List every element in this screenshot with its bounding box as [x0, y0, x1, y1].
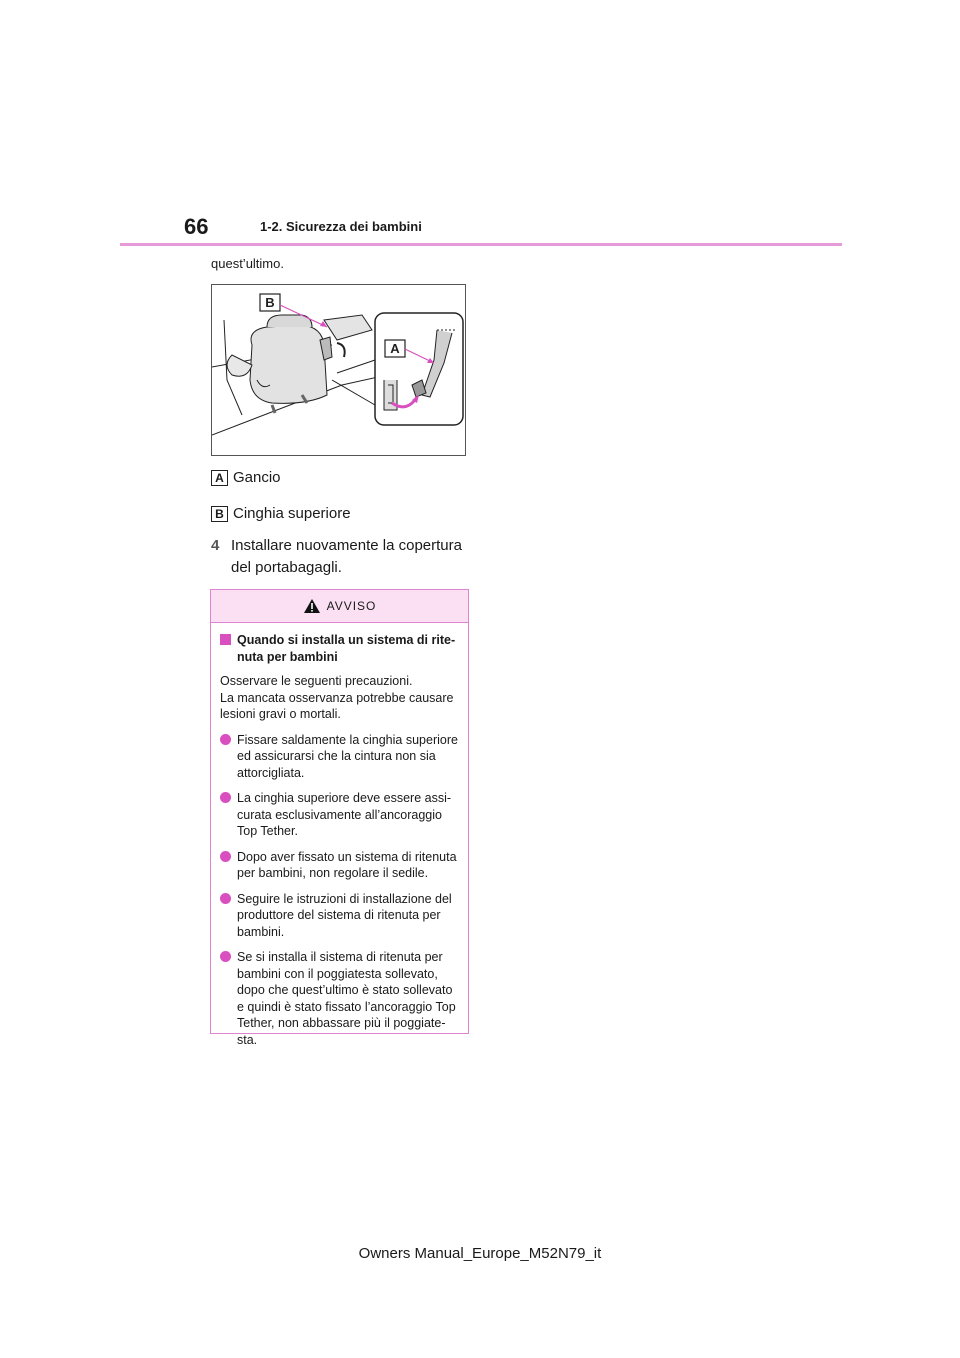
bullet-dot-icon — [220, 893, 231, 904]
warning-header — [211, 590, 468, 623]
bullet-dot-icon — [220, 951, 231, 962]
step-text-line-1: Installare nuovamente la copertura — [231, 537, 462, 554]
child-seat-anchor-illustration — [211, 284, 466, 456]
bullet-line: La cinghia superiore deve essere assi- — [237, 791, 452, 805]
step-text-line-2: del portabagagli. — [231, 559, 342, 576]
warning-body — [211, 623, 468, 1048]
step-item — [211, 535, 471, 579]
bullet-line: Fissare saldamente la cinghia superiore — [237, 732, 458, 747]
legend-key-b: B — [211, 506, 228, 522]
page-number: 66 — [184, 214, 209, 239]
bullet-line: Dopo aver fissato un sistema di ritenuta — [237, 849, 457, 864]
warning-bullet — [220, 849, 458, 882]
warning-bullet — [220, 732, 458, 782]
bullet-line: per bambini, non regolare il sedile. — [237, 866, 429, 880]
bullet-line: Se si installa il sistema di ritenuta per — [237, 950, 443, 964]
bullet-line: produttore del sistema di ritenuta per — [237, 908, 441, 922]
legend-key-a: A — [211, 470, 228, 486]
bullet-line: Top Tether. — [237, 824, 298, 838]
legend-label-b: Cinghia superiore — [233, 505, 351, 522]
section-title: 1-2. Sicurezza dei bambini — [260, 219, 422, 234]
bullet-line: sta. — [237, 1032, 258, 1047]
legend-item-b — [211, 505, 351, 522]
bullet-line: Seguire le istruzioni di installazione del — [237, 891, 452, 906]
warning-title: AVVISO — [326, 599, 377, 613]
step-number: 4 — [211, 537, 220, 554]
header-divider — [120, 243, 842, 246]
warning-box — [210, 589, 469, 1047]
warning-bullet — [220, 949, 458, 1048]
bullet-line: dopo che quest’ultimo è stato sollevato — [237, 983, 453, 997]
bullet-line: ed assicurarsi che la cintura non sia — [237, 749, 436, 763]
bullet-dot-icon — [220, 792, 231, 803]
warning-bullet — [220, 790, 458, 840]
bullet-line: e quindi è stato fissato l’ancoraggio Top — [237, 999, 456, 1014]
warning-heading-line-1: Quando si installa un sistema di rite- — [237, 633, 456, 647]
intro-text: quest’ultimo. — [211, 256, 284, 271]
bullet-line: bambini. — [237, 924, 285, 939]
square-bullet-icon — [220, 634, 231, 645]
warning-intro-line: lesioni gravi o mortali. — [220, 707, 341, 721]
bullet-dot-icon — [220, 851, 231, 862]
warning-heading — [220, 632, 458, 665]
legend-label-a: Gancio — [233, 469, 281, 486]
figure-callout-b: B — [265, 295, 275, 310]
footer-manual-id: Owners Manual_Europe_M52N79_it — [358, 1245, 602, 1262]
bullet-line: attorcigliata. — [237, 765, 305, 780]
warning-intro-line: Osservare le seguenti precauzioni. — [220, 674, 413, 688]
figure-callout-a: A — [390, 341, 400, 356]
warning-bullet — [220, 891, 458, 941]
warning-intro — [220, 673, 458, 723]
bullet-line: bambini con il poggiatesta sollevato, — [237, 966, 438, 981]
warning-intro-line: La mancata osservanza potrebbe causare — [220, 690, 454, 705]
bullet-line: curata esclusivamente all’ancoraggio — [237, 807, 442, 822]
warning-triangle-icon — [303, 598, 321, 614]
legend-item-a — [211, 469, 281, 486]
bullet-line: Tether, non abbassare più il poggiate- — [237, 1016, 446, 1030]
warning-heading-line-2: nuta per bambini — [237, 649, 338, 664]
bullet-dot-icon — [220, 734, 231, 745]
